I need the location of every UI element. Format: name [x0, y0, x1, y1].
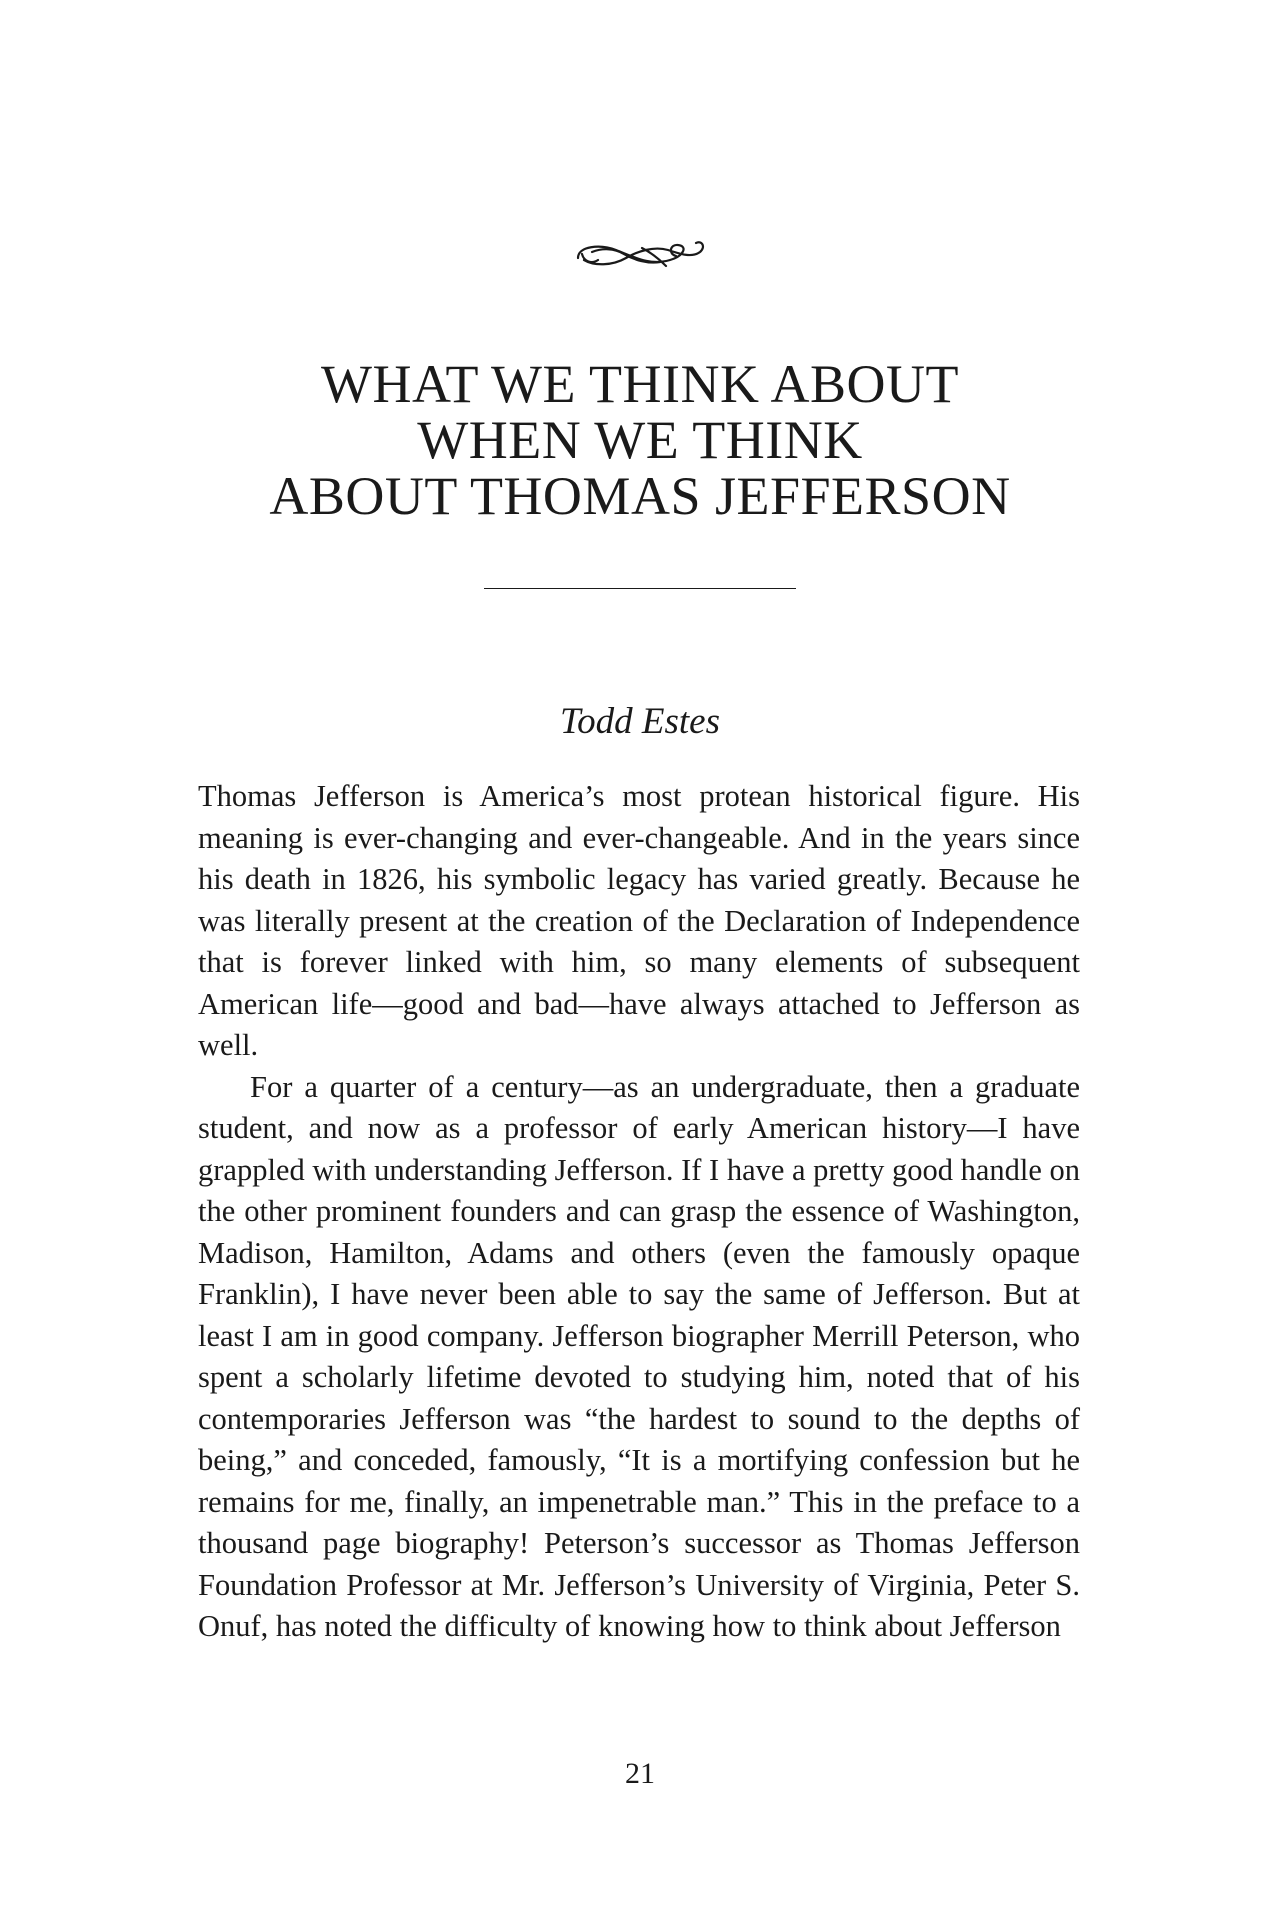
paragraph: For a quarter of a century—as an undergraduate, then a graduate student, and now as a professor of early American history—I have grappled with understanding Jefferson. If I have a pretty good handle on the other prominent founders and can grasp the essence of Washington, Madison, Hamilton, Adams and others (even the famously opaque Franklin), I have never been able to say the same of Jefferson. But at least I am in good company. Jefferson biographer Merrill Peterson, who spent a scholarly lifetime devoted to studying him, noted that of his contemporaries Jefferson was “the hardest to sound to the depths of being,” and conceded, famously, “It is a mortifying confession but he remains for me, finally, an impenetrable man.” This in the preface to a thousand page biography! Peterson’s successor as Thomas Jefferson Foundation Professor at Mr. Jefferson’s University of Virginia, Peter S. Onuf, has noted the difficulty of knowing how to think about Jefferson — [198, 1069, 1080, 1643]
chapter-title-line: WHAT WE THINK ABOUT — [321, 354, 959, 414]
page-number: 21 — [625, 1757, 655, 1790]
paragraph: Thomas Jefferson is America’s most protean historical figure. His meaning is ever-changing and ever-changeable. And in the years since his death in 1826, his symbolic legacy has varied greatly. Because he was literally present at the creation of the Declaration of Independence that is forever linked with him, so many elements of subsequent American life—good and bad—have always attached to Jefferson as well. — [198, 779, 1080, 1062]
author-name: Todd Estes — [559, 701, 721, 742]
chapter-title-line: ABOUT THOMAS JEFFERSON — [269, 466, 1011, 526]
chapter-title — [0, 356, 1280, 524]
body-text — [198, 776, 1080, 1648]
title-divider — [484, 588, 796, 589]
chapter-title-line: WHEN WE THINK — [417, 410, 863, 470]
flourish-ornament-icon — [0, 236, 1280, 281]
